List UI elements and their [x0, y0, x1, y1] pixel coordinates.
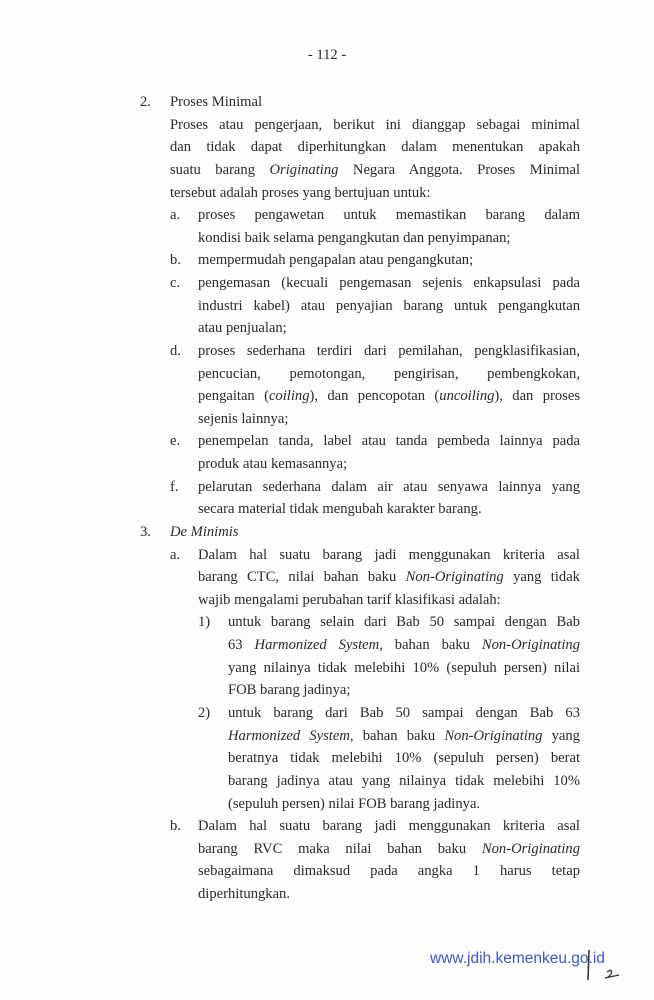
list-marker: a. — [170, 546, 181, 563]
list-marker: 2. — [140, 94, 151, 110]
text-line: mempermudah pengapalan atau pengangkutan; — [198, 252, 474, 269]
text-line: Harmonized System, bahan baku Non-Originating yang — [228, 727, 580, 744]
text-line: industri kabel) atau penyajian barang untuk pengangkutan — [198, 297, 580, 314]
list-marker: 3. — [140, 523, 151, 540]
text-line: produk atau kemasannya; — [198, 456, 348, 473]
list-marker: 2) — [198, 705, 211, 721]
text-line: yang nilainya tidak melebihi 10% (sepuluh persen) nilai — [228, 659, 580, 676]
list-marker: b. — [170, 818, 181, 835]
list-marker: 1) — [198, 614, 211, 631]
text-line: dan tidak dapat diperhitungkan dalam menentukan apakah — [170, 139, 580, 156]
text-line: secara material tidak mengubah karakter barang. — [198, 501, 482, 518]
text-line: diperhitungkan. — [198, 886, 291, 903]
text-line: pencucian, pemotongan, pengirisan, pembengkokan, — [198, 365, 580, 382]
text-line: (sepuluh persen) nilai FOB barang jadinya. — [228, 795, 481, 812]
text-line: beratnya tidak melebihi 10% (sepuluh persen) berat — [228, 750, 580, 767]
text-line: proses sederhana terdiri dari pemilahan, pengklasifikasian, — [198, 342, 580, 359]
text-line: pelarutan sederhana dalam air atau senyawa lainnya yang — [198, 478, 580, 495]
text-line: penempelan tanda, label atau tanda pembeda lainnya pada — [198, 433, 580, 450]
list-marker: b. — [170, 252, 181, 269]
italic-term: Non-Originating — [405, 569, 504, 586]
text-line: Proses atau pengerjaan, berikut ini dianggap sebagai minimal — [170, 116, 580, 133]
text-line — [170, 522, 239, 542]
italic-term: Originating — [269, 161, 339, 178]
text-line: barang jadinya atau yang nilainya tidak melebihi 10% — [228, 772, 580, 789]
italic-term: Non-Originating — [444, 727, 543, 744]
text-line: wajib mengalami perubahan tarif klasifikasi adalah: — [198, 591, 501, 608]
italic-term: Non-Originating — [481, 840, 580, 857]
italic-term: Non-Originating — [481, 637, 580, 654]
italic-term: coiling — [268, 388, 310, 405]
text-line: untuk barang dari Bab 50 sampai dengan Bab 63 — [228, 705, 580, 721]
text-line: sebagaimana dimaksud pada angka 1 harus tetap — [198, 863, 580, 880]
text-line: Dalam hal suatu barang jadi menggunakan kriteria asal — [198, 546, 580, 563]
text-line: sejenis lainnya; — [198, 410, 289, 427]
italic-term: Harmonized System — [228, 727, 350, 744]
text-line: Dalam hal suatu barang jadi menggunakan kriteria asal — [198, 818, 580, 835]
text-line: barang CTC, nilai bahan baku Non-Originating yang tidak — [198, 569, 580, 586]
italic-term: uncoiling — [439, 388, 495, 405]
text-line: atau penjualan; — [198, 320, 287, 337]
paraf-initial-mark — [585, 948, 625, 988]
text-line: FOB barang jadinya; — [228, 682, 351, 699]
footer-url[interactable]: www.jdih.kemenkeu.go.id — [430, 950, 605, 967]
list-marker: a. — [170, 207, 181, 224]
text-line: pengemasan (kecuali pengemasan sejenis enkapsulasi pada — [198, 275, 580, 292]
list-marker: e. — [170, 433, 181, 450]
list-marker: f. — [170, 478, 179, 495]
text-line: suatu barang Originating Negara Anggota. Proses Minimal — [170, 161, 580, 178]
page-number: - 112 - — [307, 47, 347, 63]
italic-term: De Minimis — [170, 523, 239, 540]
text-line: 63 Harmonized System, bahan baku Non-Originating — [228, 637, 580, 654]
text-line: proses pengawetan untuk memastikan barang dalam — [198, 207, 580, 224]
text-line: kondisi baik selama pengangkutan dan penyimpanan; — [198, 229, 511, 246]
text-line: pengaitan (coiling), dan pencopotan (uncoiling), dan proses — [198, 388, 580, 405]
text-line: Proses Minimal — [170, 94, 263, 110]
list-marker: c. — [170, 275, 181, 292]
italic-term: Harmonized System — [254, 637, 380, 654]
text-line: barang RVC maka nilai bahan baku Non-Originating — [198, 840, 580, 857]
list-marker: d. — [170, 342, 181, 359]
text-line: untuk barang selain dari Bab 50 sampai dengan Bab — [228, 614, 580, 631]
text-line: tersebut adalah proses yang bertujuan untuk: — [170, 184, 431, 201]
